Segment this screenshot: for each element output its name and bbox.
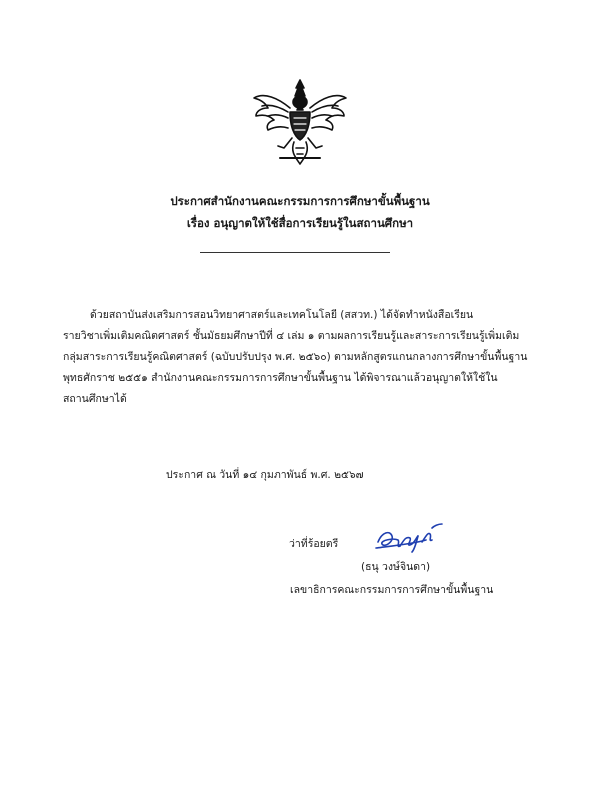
body-line: ด้วยสถาบันส่งเสริมการสอนวิทยาศาสตร์และเทคโนโลยี (สสวท.) ได้จัดทำหนังสือเรียน [90,309,474,321]
announcement-body [63,305,551,410]
announcement-title: ประกาศสำนักงานคณะกรรมการการศึกษาขั้นพื้นฐาน [170,194,430,208]
body-line: รายวิชาเพิ่มเติมคณิตศาสตร์ ชั้นมัธยมศึกษาปีที่ ๔ เล่ม ๑ ตามผลการเรียนรู้และสาระการเรียนรู้เพิ่มเติม [63,330,520,342]
body-line: สถานศึกษาได้ [63,393,127,405]
body-line: พุทธศักราช ๒๕๕๑ สำนักงานคณะกรรมการการศึกษาขั้นพื้นฐาน ได้พิจารณาแล้วอนุญาตให้ใช้ใน [63,372,498,384]
handwritten-signature-icon [372,518,444,556]
body-line: กลุ่มสาระการเรียนรู้คณิตศาสตร์ (ฉบับปรับปรุง พ.ศ. ๒๕๖๐) ตามหลักสูตรแกนกลางการศึกษาขั้นพื้นฐาน [63,351,528,363]
title-divider [200,252,390,253]
signer-title: เลขาธิการคณะกรรมการการศึกษาขั้นพื้นฐาน [290,584,494,596]
signer-rank: ว่าที่ร้อยตรี [289,538,339,550]
garuda-emblem-icon [250,78,350,168]
announcement-date: ประกาศ ณ วันที่ ๑๔ กุมภาพันธ์ พ.ศ. ๒๕๖๗ [166,469,364,481]
signer-name: (ธนุ วงษ์จินดา) [361,561,431,573]
announcement-subject: เรื่อง อนุญาตให้ใช้สื่อการเรียนรู้ในสถานศึกษา [186,216,414,230]
